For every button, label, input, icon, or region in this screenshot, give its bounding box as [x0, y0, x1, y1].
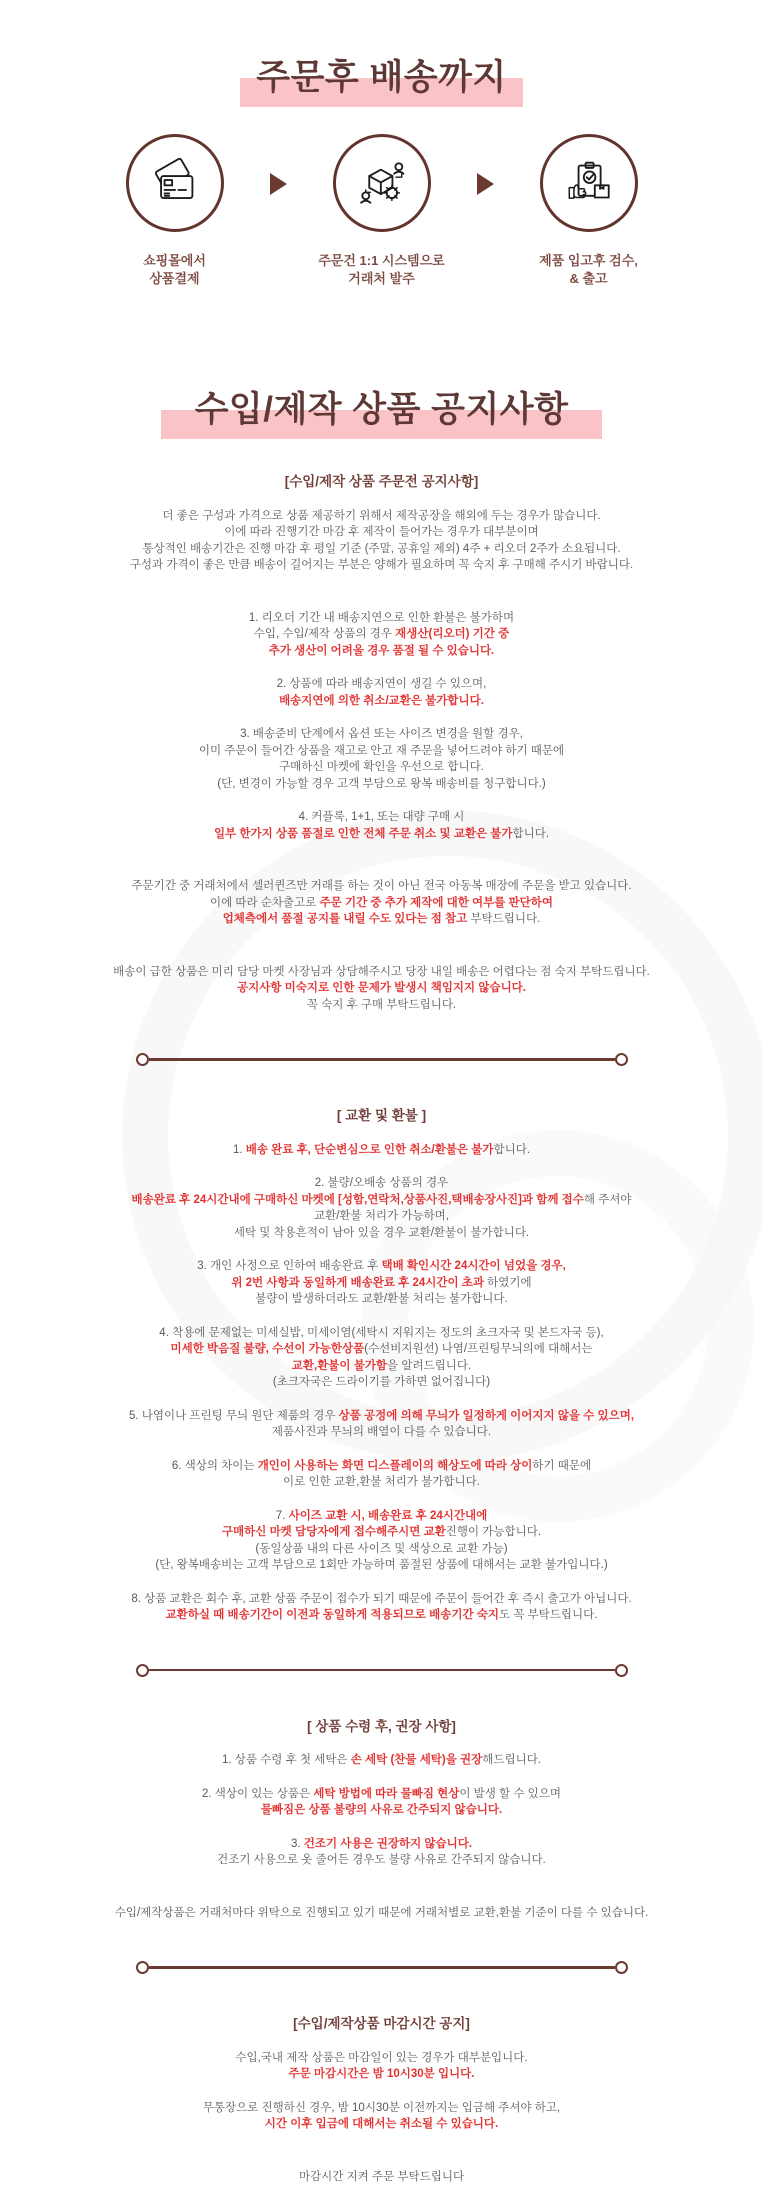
- order-system-icon: [353, 154, 411, 212]
- notice-text-emphasis: 업체측에서 품절 공지를 내릴 수도 있다는 점 참고: [223, 913, 468, 925]
- divider-line: [149, 1669, 615, 1672]
- step-caption-line: & 출고: [494, 270, 684, 288]
- notice-text: 제품사진과 무늬의 배열이 다를 수 있습니다.: [272, 1426, 491, 1438]
- notice-block: [32, 1142, 732, 1159]
- notice-text: 7.: [276, 1510, 289, 1522]
- notice-text: 구성과 가격이 좋은 만큼 배송이 길어지는 부분은 양해가 필요하며 꼭 숙지 후 구매해 주시기 바랍니다.: [130, 559, 633, 571]
- notice-text: 6. 색상의 차이는: [172, 1460, 258, 1472]
- notice-text-emphasis: 택배 확인시간 24시간이 넘었을 경우,: [382, 1260, 566, 1272]
- notice-block: [32, 1752, 732, 1769]
- notice-text: 배송이 급한 상품은 미리 담당 마켓 사장님과 상담해주시고 당장 내일 배송은 어렵다는 점 숙지 부탁드립니다.: [113, 966, 650, 978]
- section-divider: [136, 1053, 628, 1066]
- notice-text: 진행이 가능합니다.: [446, 1526, 541, 1538]
- section-heading: [수입/제작 상품 주문전 공지사항]: [32, 474, 732, 491]
- notice-text: 3. 배송준비 단계에서 옵션 또는 사이즈 변경을 원할 경우,: [240, 728, 523, 740]
- divider-ring-icon: [136, 1053, 149, 1066]
- notice-main-title: 수입/제작 상품 공지사항: [195, 382, 569, 432]
- notice-text: (수선비지원선) 나염/프린팅무늬의에 대해서는: [364, 1343, 592, 1355]
- notice-text-emphasis: 건조기 사용은 권장하지 않습니다.: [304, 1838, 472, 1850]
- notice-block: [32, 2100, 732, 2133]
- notice-body: [32, 474, 732, 2185]
- notice-block: [32, 1836, 732, 1869]
- notice-block: [32, 878, 732, 928]
- notice-text: 3.: [291, 1838, 304, 1850]
- notice-text: (단, 왕복배송비는 고객 부담으로 1회만 가능하며 품절된 상품에 대해서는 교환 불가입니다.): [155, 1559, 607, 1571]
- notice-text-emphasis: 주문 기간 중 추가 제작에 대한 여부를 판단하여: [320, 897, 553, 909]
- notice-block: [32, 1258, 732, 1308]
- step-circle: [540, 134, 638, 232]
- section-heading: [수입/제작상품 마감시간 공지]: [32, 2016, 732, 2033]
- divider-ring-icon: [136, 1961, 149, 1974]
- order-to-delivery-steps: [32, 134, 732, 288]
- notice-text: 도 꼭 부탁드립니다.: [499, 1609, 597, 1621]
- notice-text-emphasis: 교환,환불이 불가함: [292, 1360, 387, 1372]
- step-caption-line: 상품결제: [80, 270, 270, 288]
- divider-ring-icon: [615, 1664, 628, 1677]
- notice-text: 부탁드립니다.: [467, 913, 540, 925]
- notice-text: 1.: [233, 1144, 246, 1156]
- step-caption-line: 제품 입고후 검수,: [494, 252, 684, 270]
- notice-text: 1. 리오더 기간 내 배송지연으로 인한 환불은 불가하며: [249, 612, 514, 624]
- notice-block: [32, 610, 732, 660]
- notice-block: [32, 1508, 732, 1574]
- step-caption: [494, 252, 684, 288]
- notice-text: 2. 색상이 있는 상품은: [202, 1788, 313, 1800]
- step-caption-line: 거래처 발주: [287, 270, 477, 288]
- notice-text: 3. 개인 사정으로 인하여 배송완료 후: [197, 1260, 381, 1272]
- step-caption: [80, 252, 270, 288]
- notice-text: 해 주셔야: [584, 1194, 632, 1206]
- notice-text-emphasis: 주문 마감시간은 밤 10시30분 입니다.: [289, 2068, 475, 2080]
- notice-block: [32, 676, 732, 709]
- notice-text: 2. 상품에 따라 배송지연이 생길 수 있으며,: [277, 678, 487, 690]
- notice-text: 교환/환불 처리가 가능하며,: [314, 1210, 449, 1222]
- notice-text: 8. 상품 교환은 회수 후, 교환 상품 주문이 접수가 되기 때문에 주문이 들어간 후 즉시 출고가 아닙니다.: [131, 1593, 631, 1605]
- step-payment: [80, 134, 270, 288]
- notice-text: 더 좋은 구성과 가격으로 상품 제공하기 위해서 제작공장을 해외에 두는 경우가 많습니다.: [162, 510, 600, 522]
- divider-ring-icon: [615, 1053, 628, 1066]
- notice-text: 무통장으로 진행하신 경우, 밤 10시30분 이전까지는 입금해 주셔야 하고,: [203, 2102, 560, 2114]
- notice-text: 세탁 및 착용흔적이 남아 있을 경우 교환/환불이 불가합니다.: [234, 1227, 529, 1239]
- notice-text: 합니다.: [494, 1144, 531, 1156]
- section-heading: [ 교환 및 환불 ]: [32, 1108, 732, 1125]
- step-circle: [126, 134, 224, 232]
- notice-text: 불량이 발생하더라도 교환/환불 처리는 불가합니다.: [255, 1293, 507, 1305]
- notice-block: [32, 964, 732, 1014]
- notice-text-emphasis: 재생산(리오더) 기간 중: [395, 628, 509, 640]
- arrow-right-icon: [270, 173, 287, 195]
- notice-text: 4. 착용에 문제없는 미세실밥, 미세이염(세탁시 지워지는 정도의 초크자국 및 본드자국 등),: [159, 1327, 603, 1339]
- notice-text-emphasis: 개인이 사용하는 화면 디스플레이의 해상도에 따라 상이: [258, 1460, 533, 1472]
- notice-text: 마감시간 지켜 주문 부탁드립니다: [299, 2171, 464, 2183]
- notice-text: 하기 때문에: [532, 1460, 591, 1472]
- notice-text: 꼭 숙지 후 구매 부탁드립니다.: [307, 999, 456, 1011]
- arrow-right-icon: [477, 173, 494, 195]
- notice-text-emphasis: 공지사항 미숙지로 인한 문제가 발생시 책임지지 않습니다.: [237, 982, 526, 994]
- step-inspection: [494, 134, 684, 288]
- step-circle: [333, 134, 431, 232]
- notice-text: (단, 변경이 가능할 경우 고객 부담으로 왕복 배송비를 청구합니다.): [217, 778, 545, 790]
- notice-block: [32, 1408, 732, 1441]
- notice-text-emphasis: 일부 한가지 상품 품절로 인한 전체 주문 취소 및 교환은 불가: [214, 828, 513, 840]
- notice-text: 이에 따라 진행기간 마감 후 제작이 들어가는 경우가 대부분이며: [224, 526, 538, 538]
- notice-text: 을 알려드립니다.: [387, 1360, 471, 1372]
- notice-text: 주문기간 중 거래처에서 셀러퀸즈만 거래를 하는 것이 아닌 전국 아동복 매장에 주문을 받고 있습니다.: [131, 880, 631, 892]
- notice-block: [32, 1591, 732, 1624]
- notice-block: [32, 508, 732, 574]
- step-order-system: [287, 134, 477, 288]
- notice-text: 5. 나염이나 프린팅 무늬 원단 제품의 경우: [129, 1410, 339, 1422]
- notice-text: 4. 커플룩, 1+1, 또는 대량 구매 시: [299, 811, 465, 823]
- section-divider: [136, 1961, 628, 1974]
- notice-block: [32, 1905, 732, 1922]
- notice-text: 이 발생 할 수 있으며: [459, 1788, 561, 1800]
- divider-line: [149, 1058, 615, 1061]
- notice-text-emphasis: 미세한 박음질 불량, 수선이 가능한상품: [170, 1343, 364, 1355]
- step-caption: [287, 252, 477, 288]
- notice-text: 1. 상품 수령 후 첫 세탁은: [222, 1754, 351, 1766]
- notice-block: [32, 1458, 732, 1491]
- notice-text: 건조기 사용으로 옷 줄어든 경우도 불량 사유로 간주되지 않습니다.: [217, 1854, 546, 1866]
- notice-block: [32, 726, 732, 792]
- section-heading: [ 상품 수령 후, 권장 사항]: [32, 1719, 732, 1736]
- notice-text: 합니다.: [513, 828, 550, 840]
- notice-block: [32, 809, 732, 842]
- notice-text: 이로 인한 교환,환불 처리가 불가합니다.: [283, 1476, 480, 1488]
- notice-text-emphasis: 세탁 방법에 따라 물빠짐 현상: [313, 1788, 459, 1800]
- notice-text-emphasis: 구매하신 마켓 담당자에게 접수해주시면 교환: [222, 1526, 446, 1538]
- notice-text: 이에 따라 순차출고로: [210, 897, 320, 909]
- notice-text: 2. 불량/오배송 상품의 경우: [315, 1177, 448, 1189]
- notice-text-emphasis: 배송완료 후 24시간내에 구매하신 마켓에 [성함,연락처,상품사진,택배송장사진]과 함께 접수: [132, 1194, 584, 1206]
- notice-text: 수입/제작상품은 거래처마다 위탁으로 진행되고 있기 때문에 거래처별로 교환,환불 기준이 다를 수 있습니다.: [115, 1907, 649, 1919]
- notice-text: 하였기에: [484, 1277, 532, 1289]
- notice-text-emphasis: 물빠짐은 상품 불량의 사유로 간주되지 않습니다.: [261, 1804, 502, 1816]
- notice-text-emphasis: 손 세탁 (찬물 세탁)을 권장: [351, 1754, 483, 1766]
- notice-block: [32, 2050, 732, 2083]
- step-caption-line: 쇼핑몰에서: [80, 252, 270, 270]
- notice-block: [32, 1175, 732, 1241]
- notice-text-emphasis: 상품 공정에 의해 무늬가 일정하게 이어지지 않을 수 있으며,: [339, 1410, 634, 1422]
- section-divider: [136, 1664, 628, 1677]
- notice-text-emphasis: 교환하실 때 배송기간이 이전과 동일하게 적용되므로 배송기간 숙지: [166, 1609, 499, 1621]
- notice-text: 구매하신 마켓에 확인을 우선으로 합니다.: [279, 761, 484, 773]
- notice-text: 통상적인 배송기간은 진행 마감 후 평일 기준 (주말, 공휴일 제외) 4주 + 리오더 2주가 소요됩니다.: [142, 543, 620, 555]
- notice-text: 수입,국내 제작 상품은 마감일이 있는 경우가 대부분입니다.: [235, 2052, 527, 2064]
- notice-text-emphasis: 추가 생산이 어려울 경우 품절 될 수 있습니다.: [269, 645, 495, 657]
- step-caption-line: 주문건 1:1 시스템으로: [287, 252, 477, 270]
- notice-text: 이미 주문이 들어간 상품을 재고로 안고 재 주문을 넣어드려야 하기 때문에: [199, 745, 564, 757]
- credit-card-icon: [146, 154, 204, 212]
- divider-ring-icon: [615, 1961, 628, 1974]
- notice-text: 해드립니다.: [482, 1754, 541, 1766]
- notice-text-emphasis: 배송 완료 후, 단순변심으로 인한 취소/환불은 불가: [246, 1144, 494, 1156]
- notice-text-emphasis: 시간 이후 입금에 대해서는 취소될 수 있습니다.: [265, 2118, 498, 2130]
- divider-ring-icon: [136, 1664, 149, 1677]
- divider-line: [149, 1966, 615, 1969]
- notice-text: 수입, 수입/제작 상품의 경우: [254, 628, 395, 640]
- notice-text-emphasis: 위 2번 사항과 동일하게 배송완료 후 24시간이 초과: [231, 1277, 484, 1289]
- notice-text-emphasis: 배송지연에 의한 취소/교환은 불가합니다.: [279, 695, 484, 707]
- notice-text-emphasis: 사이즈 교환 시, 배송완료 후 24시간내에: [289, 1510, 488, 1522]
- notice-text: (동일상품 내의 다른 사이즈 및 색상으로 교환 가능): [255, 1543, 507, 1555]
- delivery-flow-title: 주문후 배송까지: [256, 50, 506, 100]
- notice-block: [32, 1325, 732, 1391]
- product-notice-page: [32, 50, 732, 2080]
- notice-block: [32, 1786, 732, 1819]
- inspection-shipping-icon: [560, 154, 618, 212]
- notice-block: [32, 2169, 732, 2185]
- notice-text: (초크자국은 드라이기를 가하면 없어집니다): [273, 1376, 490, 1388]
